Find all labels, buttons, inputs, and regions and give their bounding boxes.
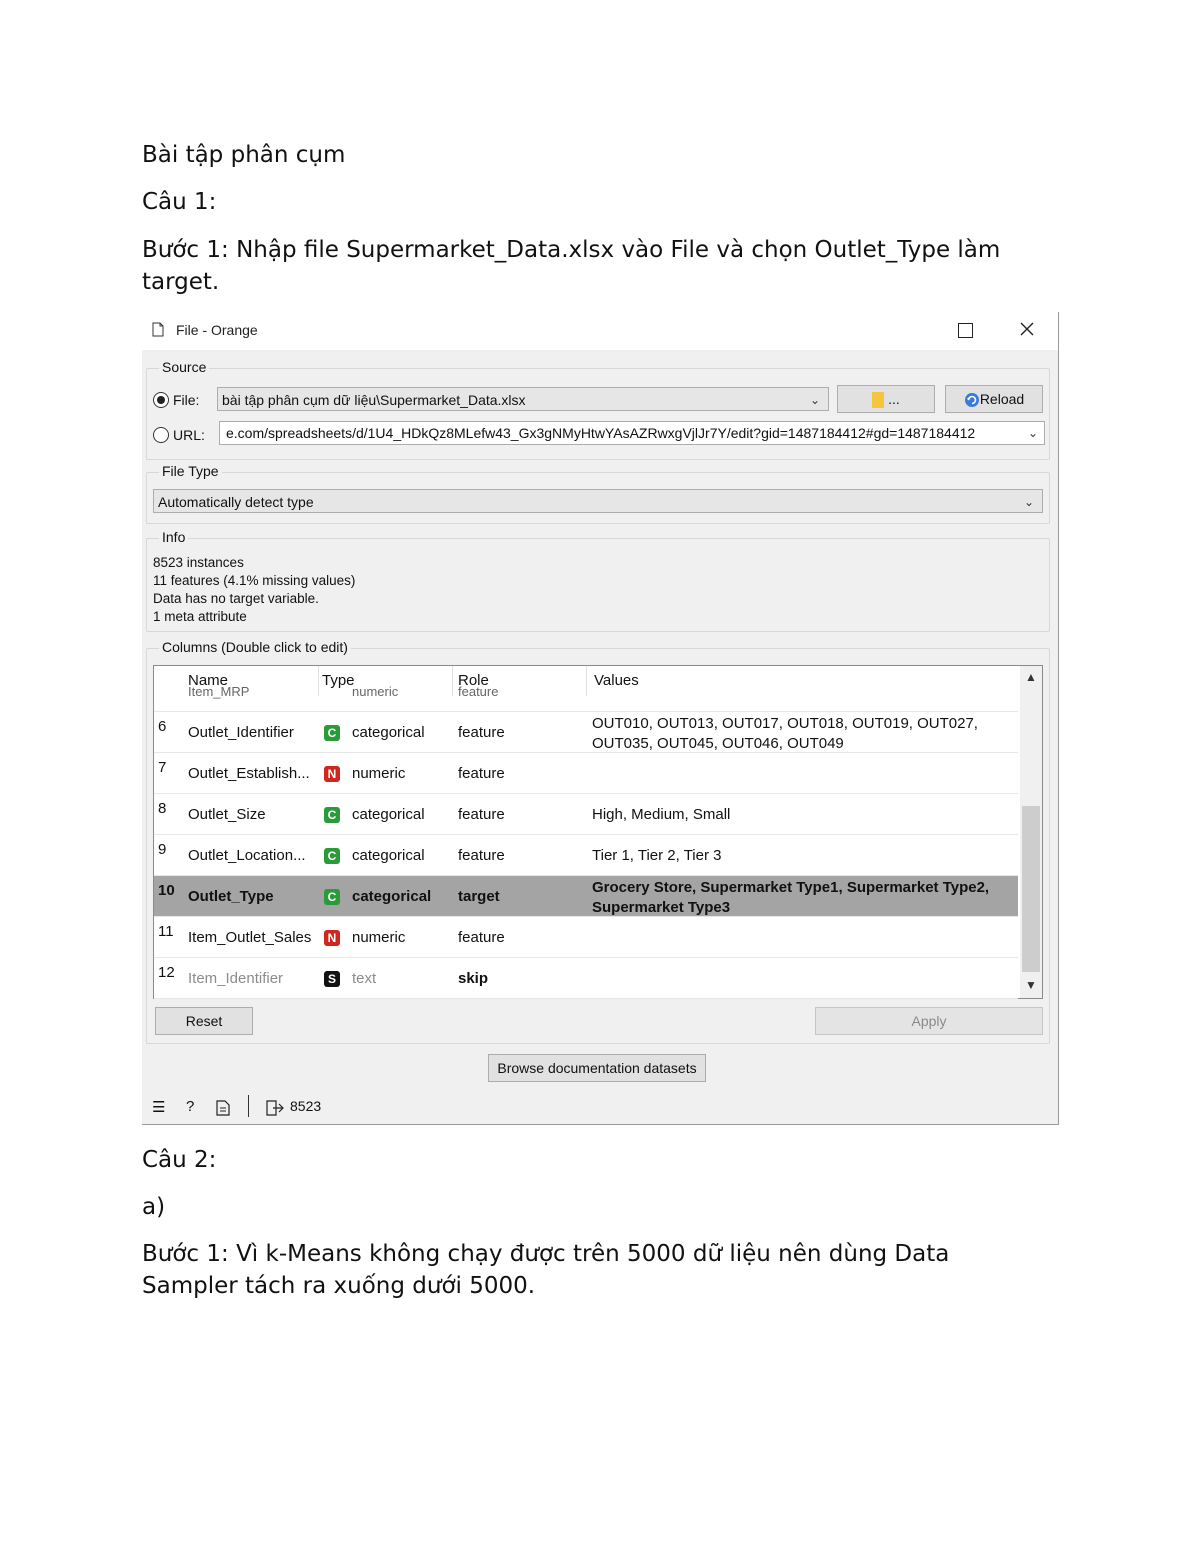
cell-values: Tier 1, Tier 2, Tier 3	[592, 847, 722, 864]
browse-file-label: ...	[888, 391, 900, 407]
row-number: 12	[158, 964, 175, 981]
window-title: File - Orange	[176, 322, 258, 338]
info-legend: Info	[159, 529, 188, 545]
cell-type: numeric	[352, 765, 406, 782]
folder-icon	[872, 392, 884, 408]
window-titlebar	[142, 312, 1058, 350]
step-1-part-a-text: Bước 1: Vì k-Means không chạy được trên 5000 dữ liệu nên dùng Data Sampler tách ra xuống dưới 5000.	[142, 1241, 950, 1299]
table-row[interactable]	[154, 712, 1018, 753]
row-number: 6	[158, 718, 167, 735]
cell-type: categorical	[352, 847, 425, 864]
document-icon	[152, 322, 164, 337]
reload-label: Reload	[979, 391, 1025, 407]
columns-legend: Columns (Double click to edit)	[159, 639, 351, 655]
file-label: File:	[173, 392, 200, 408]
report-icon[interactable]	[216, 1100, 230, 1116]
header-role[interactable]: Role	[458, 672, 489, 689]
file-type-group	[146, 463, 1050, 524]
chevron-down-icon: ⌄	[809, 393, 820, 407]
output-count: 8523	[290, 1098, 322, 1114]
file-radio[interactable]	[153, 392, 169, 408]
cell-type: numeric	[352, 684, 399, 699]
step-1-text: Bước 1: Nhập file Supermarket_Data.xlsx vào File và chọn Outlet_Type làm target.	[142, 237, 1001, 295]
cell-name: Outlet_Size	[188, 806, 266, 823]
cell-name: Item_MRP	[188, 684, 250, 699]
header-values[interactable]: Values	[594, 672, 639, 689]
cell-name: Outlet_Identifier	[188, 724, 294, 741]
file-type-value: Automatically detect type	[158, 494, 314, 510]
orange-file-window	[142, 312, 1059, 1125]
table-row[interactable]	[154, 794, 1018, 835]
file-path-value: bài tập phân cụm dữ liệu\Supermarket_Data.xlsx	[222, 392, 526, 408]
info-features: 11 features (4.1% missing values)	[153, 573, 356, 588]
cell-values: OUT010, OUT013, OUT017, OUT018, OUT019, OUT027, OUT035, OUT045, OUT046, OUT049	[592, 715, 978, 752]
row-number: 8	[158, 800, 167, 817]
file-type-combo[interactable]	[153, 489, 1043, 513]
cell-type: categorical	[352, 806, 425, 823]
question-1-heading: Câu 1:	[142, 189, 217, 215]
cell-role: feature	[458, 765, 505, 782]
file-path-combo[interactable]	[217, 387, 829, 411]
cell-name: Item_Identifier	[188, 970, 284, 987]
reset-button[interactable]	[155, 1007, 253, 1035]
url-value: e.com/spreadsheets/d/1U4_HDkQz8MLefw43_Gx3gNMyHtwYAsAZRwxgVjlJr7Y/edit?gid=1487184412#gd=1487184412	[226, 425, 976, 441]
cell-role: feature	[458, 724, 505, 741]
type-badge: S	[324, 971, 340, 987]
browse-documentation-label: Browse documentation datasets	[497, 1060, 697, 1076]
table-row[interactable]	[154, 753, 1018, 794]
table-row-partial[interactable]	[154, 684, 1018, 712]
reload-button[interactable]	[945, 385, 1043, 413]
info-target: Data has no target variable.	[153, 591, 319, 606]
cell-role: skip	[458, 970, 489, 987]
table-row[interactable]	[154, 958, 1018, 999]
maximize-button[interactable]	[958, 323, 973, 338]
cell-values: Grocery Store, Supermarket Type1, Supermarket Type2, Supermarket Type3	[592, 879, 990, 916]
cell-name: Outlet_Type	[188, 888, 274, 905]
question-2-heading: Câu 2:	[142, 1147, 217, 1173]
type-badge: C	[324, 889, 340, 905]
header-type[interactable]: Type	[322, 672, 355, 689]
reset-label: Reset	[185, 1013, 223, 1029]
cell-role: feature	[458, 929, 505, 946]
chevron-down-icon: ⌄	[1024, 422, 1038, 444]
columns-table	[153, 665, 1043, 999]
cell-type: categorical	[352, 888, 432, 905]
close-icon[interactable]	[1016, 318, 1038, 340]
table-row[interactable]	[154, 917, 1018, 958]
type-badge: C	[324, 848, 340, 864]
table-row[interactable]	[154, 835, 1018, 876]
doc-title: Bài tập phân cụm	[142, 142, 346, 168]
row-number: 11	[158, 923, 174, 940]
cell-role: feature	[458, 684, 499, 699]
columns-group	[146, 639, 1050, 1044]
status-bar	[142, 1092, 1058, 1122]
type-badge: N	[324, 766, 340, 782]
source-legend: Source	[159, 359, 209, 375]
browse-documentation-button[interactable]	[488, 1054, 706, 1082]
file-type-legend: File Type	[159, 463, 222, 479]
row-number: 9	[158, 841, 167, 858]
row-number: 10	[158, 882, 175, 899]
type-badge: C	[324, 725, 340, 741]
info-meta: 1 meta attribute	[153, 609, 247, 624]
apply-button[interactable]	[815, 1007, 1043, 1035]
menu-icon[interactable]: ☰	[152, 1099, 166, 1116]
url-label: URL:	[173, 427, 205, 443]
type-badge: C	[324, 807, 340, 823]
cell-name: Outlet_Location...	[188, 847, 306, 864]
table-row[interactable]	[154, 876, 1018, 917]
cell-type: text	[352, 970, 377, 987]
cell-name: Item_Outlet_Sales	[188, 929, 312, 946]
source-group	[146, 359, 1050, 460]
chevron-down-icon: ⌄	[1023, 495, 1034, 509]
scrollbar-thumb[interactable]	[1022, 806, 1040, 972]
apply-label: Apply	[911, 1013, 947, 1029]
cell-type: numeric	[352, 929, 406, 946]
part-a-heading: a)	[142, 1194, 166, 1220]
output-icon	[266, 1100, 284, 1116]
scroll-down-icon[interactable]: ▼	[1025, 978, 1037, 992]
help-icon[interactable]: ?	[186, 1098, 195, 1115]
url-radio[interactable]	[153, 427, 169, 443]
type-badge: N	[324, 930, 340, 946]
cell-role: feature	[458, 806, 505, 823]
cell-name: Outlet_Establish...	[188, 765, 310, 782]
cell-role: feature	[458, 847, 505, 864]
info-instances: 8523 instances	[153, 555, 244, 570]
cell-values: High, Medium, Small	[592, 806, 731, 823]
status-separator	[248, 1095, 249, 1117]
reload-icon	[964, 392, 980, 408]
scroll-up-icon[interactable]: ▲	[1025, 670, 1037, 684]
cell-role: target	[458, 888, 500, 905]
table-scrollbar[interactable]	[1020, 666, 1042, 998]
cell-type: categorical	[352, 724, 425, 741]
row-number: 7	[158, 759, 167, 776]
url-input[interactable]	[219, 421, 1045, 445]
info-group	[146, 529, 1050, 632]
browse-file-button[interactable]	[837, 385, 935, 413]
header-name[interactable]: Name	[188, 672, 229, 689]
